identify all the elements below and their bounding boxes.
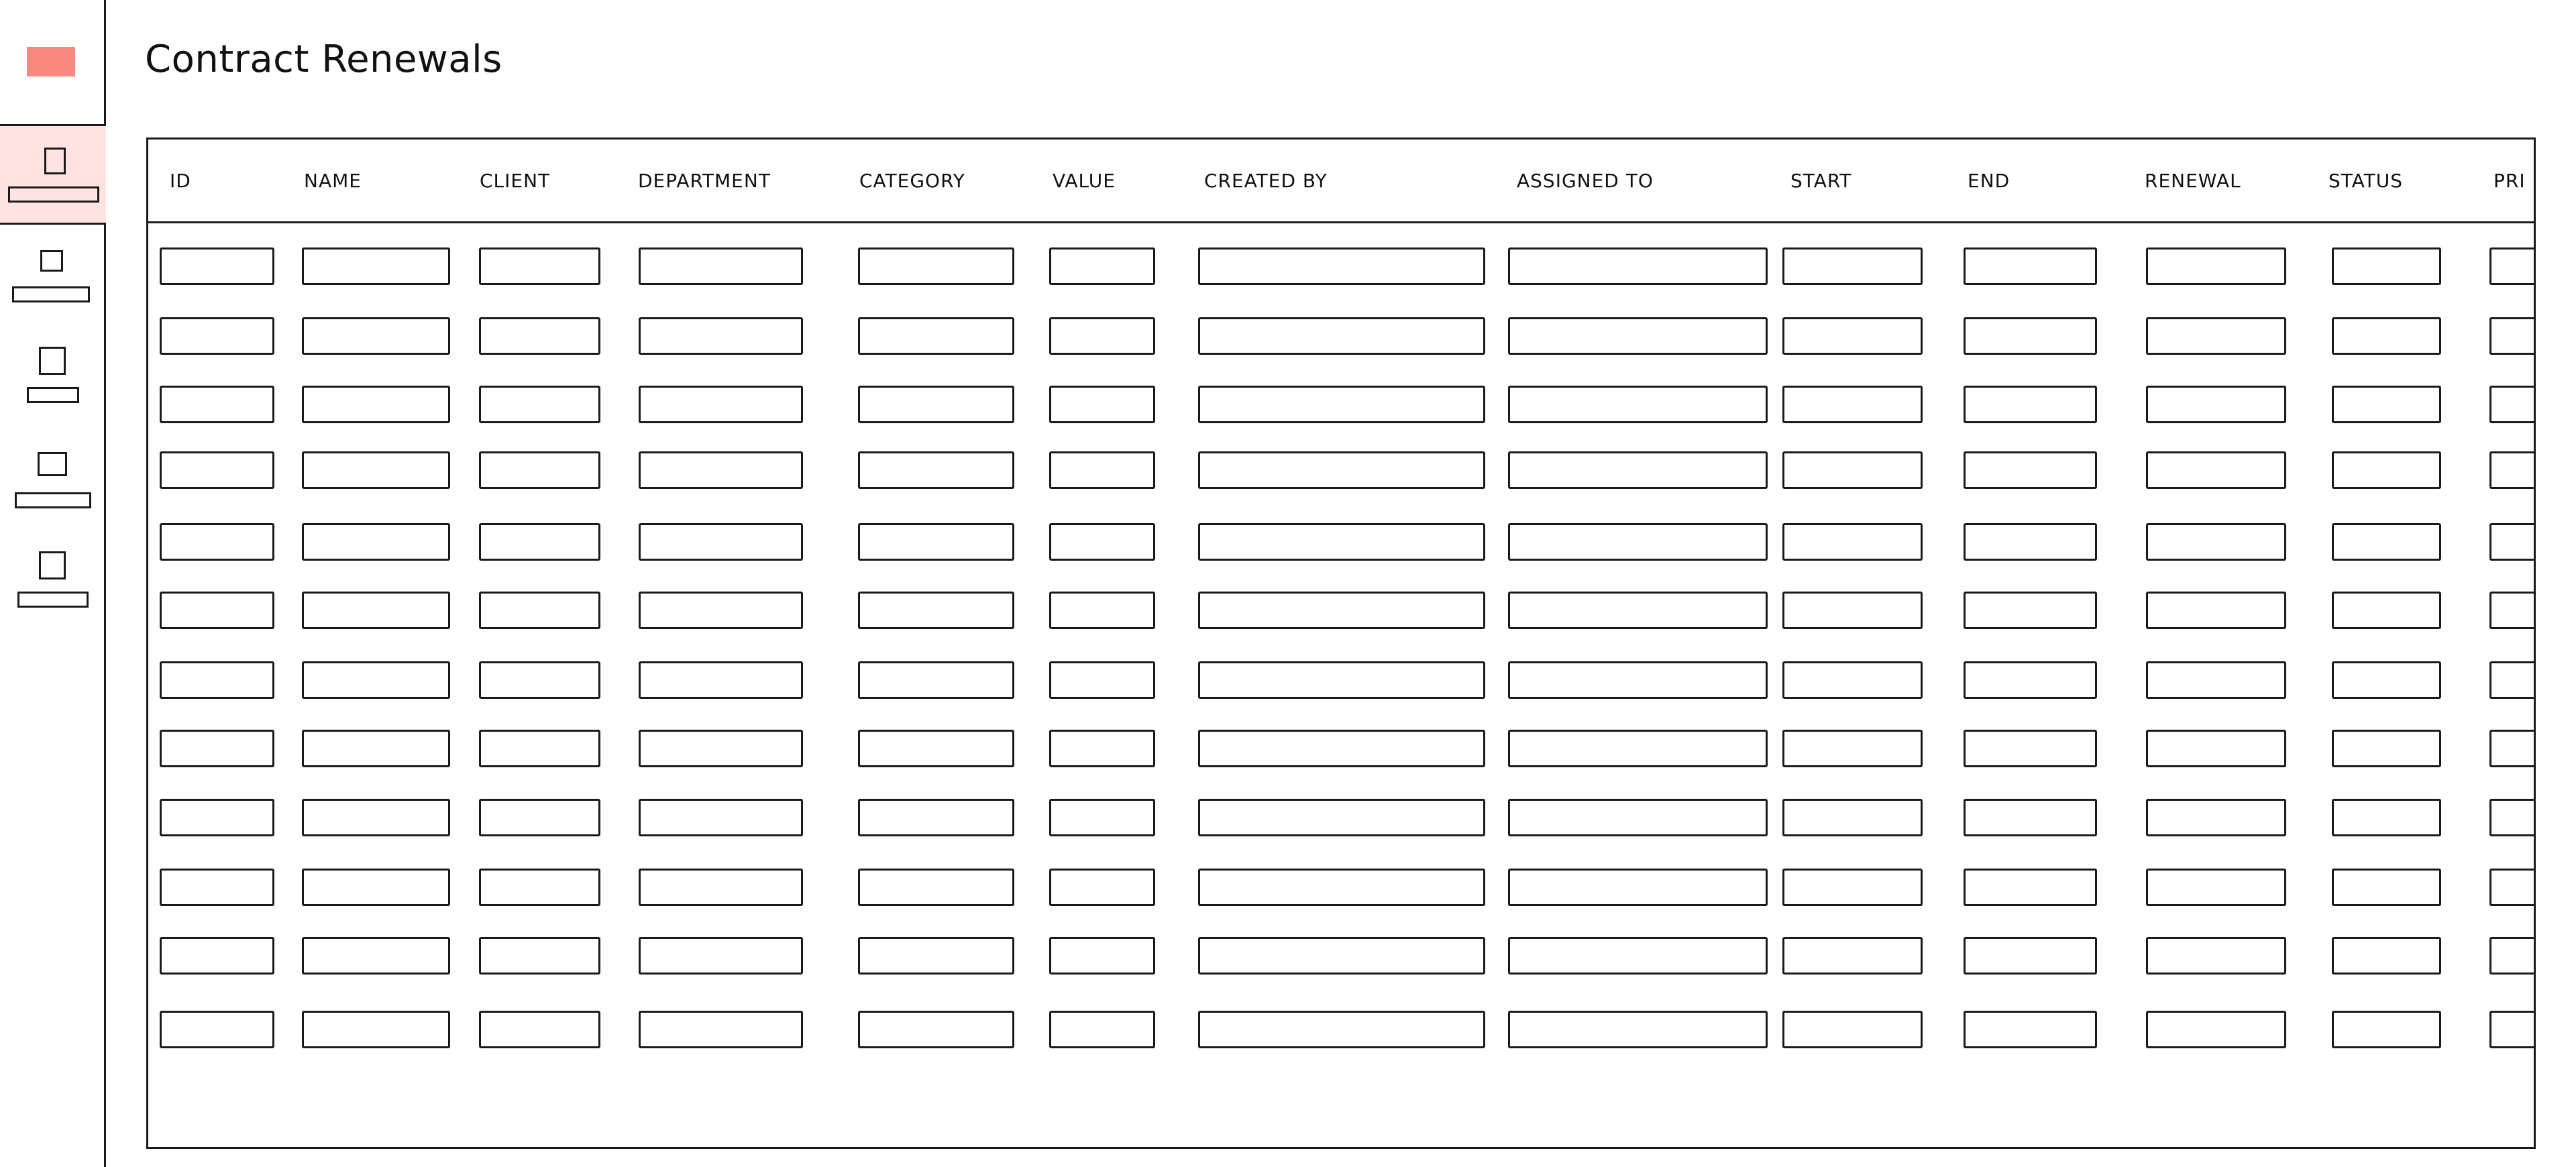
table-cell-input[interactable] [2146, 799, 2286, 836]
sidebar-item-label-bar [8, 186, 99, 203]
table-cell-input[interactable] [2332, 1011, 2441, 1048]
table-cell-input[interactable] [1964, 799, 2097, 836]
table-row [148, 317, 2534, 355]
table-cell-input[interactable] [639, 317, 803, 355]
table-cell-input[interactable] [858, 869, 1014, 906]
table-cell-input[interactable] [639, 1011, 803, 1048]
table-cell-input[interactable] [639, 523, 803, 561]
table-cell-input[interactable] [858, 937, 1014, 975]
table-cell-input[interactable] [2489, 730, 2536, 767]
table-cell-input[interactable] [639, 386, 803, 423]
table-row [148, 386, 2534, 423]
table-cell-input[interactable] [1964, 523, 2097, 561]
sidebar-item-2[interactable] [0, 245, 106, 345]
table-cell-input[interactable] [858, 730, 1014, 767]
table-cell-input[interactable] [2332, 592, 2441, 629]
table-cell-input[interactable] [858, 247, 1014, 285]
column-header-client[interactable]: CLIENT [480, 170, 551, 192]
table-row [148, 247, 2534, 285]
table-cell-input[interactable] [2146, 869, 2286, 906]
table-cell-input[interactable] [2489, 869, 2536, 906]
table-cell-input[interactable] [1198, 730, 1485, 767]
table-cell-input[interactable] [2146, 730, 2286, 767]
table-cell-input[interactable] [1049, 386, 1155, 423]
table-cell-input[interactable] [302, 1011, 450, 1048]
table-cell-input[interactable] [302, 247, 450, 285]
table-row [148, 937, 2534, 975]
table-row [148, 661, 2534, 699]
table-row [148, 592, 2534, 629]
table-cell-input[interactable] [160, 247, 274, 285]
square-icon [39, 347, 66, 375]
table-cell-input[interactable] [858, 799, 1014, 836]
table-cell-input[interactable] [160, 317, 274, 355]
table-cell-input[interactable] [1964, 1011, 2097, 1048]
table-cell-input[interactable] [1198, 799, 1485, 836]
table-cell-input[interactable] [639, 869, 803, 906]
table-cell-input[interactable] [1782, 247, 1923, 285]
table-cell-input[interactable] [1508, 869, 1768, 906]
table-cell-input[interactable] [2489, 937, 2536, 975]
table-cell-input[interactable] [1964, 661, 2097, 699]
table-cell-input[interactable] [1198, 451, 1485, 489]
table-cell-input[interactable] [1198, 661, 1485, 699]
table-cell-input[interactable] [2146, 661, 2286, 699]
column-header-renewal[interactable]: RENEWAL [2145, 170, 2241, 192]
sidebar-item-3[interactable] [0, 345, 106, 446]
table-cell-input[interactable] [160, 661, 274, 699]
table-cell-input[interactable] [479, 661, 600, 699]
table-row [148, 869, 2534, 906]
table-cell-input[interactable] [1049, 317, 1155, 355]
table-cell-input[interactable] [858, 317, 1014, 355]
table-cell-input[interactable] [2146, 1011, 2286, 1048]
table-cell-input[interactable] [1508, 799, 1768, 836]
table-cell-input[interactable] [1782, 317, 1923, 355]
table-cell-input[interactable] [1508, 317, 1768, 355]
table-cell-input[interactable] [2489, 523, 2536, 561]
table-cell-input[interactable] [2332, 730, 2441, 767]
table-cell-input[interactable] [1049, 523, 1155, 561]
table-cell-input[interactable] [1049, 799, 1155, 836]
column-header-priority[interactable]: PRI [2493, 170, 2526, 192]
table-cell-input[interactable] [639, 730, 803, 767]
table-cell-input[interactable] [160, 386, 274, 423]
table-cell-input[interactable] [1049, 451, 1155, 489]
table-cell-input[interactable] [1508, 592, 1768, 629]
table-cell-input[interactable] [1508, 1011, 1768, 1048]
table-cell-input[interactable] [1198, 937, 1485, 975]
table-cell-input[interactable] [2332, 869, 2441, 906]
sidebar-item-label-bar [12, 286, 90, 302]
sidebar-item-label-bar [15, 492, 91, 508]
table-cell-input[interactable] [2489, 661, 2536, 699]
table-cell-input[interactable] [302, 730, 450, 767]
table-cell-input[interactable] [1782, 730, 1923, 767]
table-cell-input[interactable] [2489, 247, 2536, 285]
square-icon [39, 551, 66, 579]
table-cell-input[interactable] [160, 937, 274, 975]
table-cell-input[interactable] [2489, 386, 2536, 423]
table-cell-input[interactable] [1198, 317, 1485, 355]
table-cell-input[interactable] [2332, 661, 2441, 699]
table-cell-input[interactable] [2146, 317, 2286, 355]
column-header-name[interactable]: NAME [304, 170, 362, 192]
table-cell-input[interactable] [1782, 592, 1923, 629]
table-cell-input[interactable] [1782, 661, 1923, 699]
square-icon [44, 148, 66, 174]
table-cell-input[interactable] [1964, 247, 2097, 285]
table-cell-input[interactable] [2332, 451, 2441, 489]
table-cell-input[interactable] [2146, 386, 2286, 423]
table-cell-input[interactable] [858, 592, 1014, 629]
table-cell-input[interactable] [302, 799, 450, 836]
table-cell-input[interactable] [858, 451, 1014, 489]
table-cell-input[interactable] [1049, 937, 1155, 975]
table-cell-input[interactable] [2332, 317, 2441, 355]
table-cell-input[interactable] [479, 730, 600, 767]
table-cell-input[interactable] [858, 661, 1014, 699]
page-title: Contract Renewals [145, 38, 502, 81]
table-cell-input[interactable] [1782, 799, 1923, 836]
table-cell-input[interactable] [1782, 451, 1923, 489]
table-cell-input[interactable] [302, 937, 450, 975]
table-cell-input[interactable] [1508, 661, 1768, 699]
table-cell-input[interactable] [302, 661, 450, 699]
table-row [148, 730, 2534, 767]
table-cell-input[interactable] [639, 661, 803, 699]
table-cell-input[interactable] [1782, 869, 1923, 906]
table-cell-input[interactable] [1964, 937, 2097, 975]
column-header-id[interactable]: ID [170, 170, 191, 192]
table-cell-input[interactable] [1049, 869, 1155, 906]
table-cell-input[interactable] [479, 869, 600, 906]
table-cell-input[interactable] [302, 317, 450, 355]
square-icon [40, 250, 63, 272]
table-cell-input[interactable] [1049, 1011, 1155, 1048]
table-row [148, 799, 2534, 836]
table-cell-input[interactable] [479, 1011, 600, 1048]
column-header-created-by[interactable]: CREATED BY [1204, 170, 1328, 192]
table-row [148, 1011, 2534, 1048]
table-cell-input[interactable] [302, 869, 450, 906]
table-cell-input[interactable] [2489, 1011, 2536, 1048]
table-cell-input[interactable] [639, 451, 803, 489]
table-cell-input[interactable] [160, 451, 274, 489]
table-cell-input[interactable] [479, 317, 600, 355]
sidebar-item-4[interactable] [0, 449, 106, 550]
table-cell-input[interactable] [2146, 937, 2286, 975]
table-row [148, 523, 2534, 561]
table-cell-input[interactable] [160, 869, 274, 906]
table-cell-input[interactable] [479, 247, 600, 285]
column-header-department[interactable]: DEPARTMENT [638, 170, 771, 192]
table-cell-input[interactable] [639, 247, 803, 285]
table-cell-input[interactable] [1508, 937, 1768, 975]
table-cell-input[interactable] [302, 592, 450, 629]
table-cell-input[interactable] [2332, 523, 2441, 561]
table-cell-input[interactable] [1198, 247, 1485, 285]
table-cell-input[interactable] [1049, 730, 1155, 767]
sidebar-item-label-bar [17, 592, 89, 608]
table-cell-input[interactable] [1782, 386, 1923, 423]
table-cell-input[interactable] [2489, 592, 2536, 629]
table-cell-input[interactable] [1508, 247, 1768, 285]
table-cell-input[interactable] [1508, 386, 1768, 423]
column-header-end[interactable]: END [1968, 170, 2010, 192]
column-header-assigned-to[interactable]: ASSIGNED TO [1517, 170, 1654, 192]
table-cell-input[interactable] [1782, 1011, 1923, 1048]
table-cell-input[interactable] [1198, 1011, 1485, 1048]
sidebar-item-label-bar [27, 387, 79, 403]
table-cell-input[interactable] [858, 1011, 1014, 1048]
table-cell-input[interactable] [2146, 592, 2286, 629]
table-cell-input[interactable] [2146, 451, 2286, 489]
table-cell-input[interactable] [2146, 523, 2286, 561]
table-cell-input[interactable] [302, 386, 450, 423]
table-cell-input[interactable] [639, 937, 803, 975]
column-header-value[interactable]: VALUE [1053, 170, 1116, 192]
sidebar-item-1[interactable] [0, 124, 106, 225]
table-cell-input[interactable] [2146, 247, 2286, 285]
table-cell-input[interactable] [1198, 386, 1485, 423]
table-cell-input[interactable] [1049, 661, 1155, 699]
table-cell-input[interactable] [1198, 592, 1485, 629]
table-cell-input[interactable] [160, 799, 274, 836]
table-cell-input[interactable] [2489, 799, 2536, 836]
table-cell-input[interactable] [639, 592, 803, 629]
table-cell-input[interactable] [160, 592, 274, 629]
table-cell-input[interactable] [858, 386, 1014, 423]
table-cell-input[interactable] [479, 799, 600, 836]
table-cell-input[interactable] [1964, 386, 2097, 423]
table-cell-input[interactable] [2332, 386, 2441, 423]
table-cell-input[interactable] [302, 451, 450, 489]
column-header-category[interactable]: CATEGORY [859, 170, 965, 192]
table-cell-input[interactable] [858, 523, 1014, 561]
square-icon [38, 452, 67, 476]
table-cell-input[interactable] [1782, 937, 1923, 975]
table-cell-input[interactable] [2489, 451, 2536, 489]
column-header-status[interactable]: STATUS [2328, 170, 2404, 192]
table-cell-input[interactable] [2332, 799, 2441, 836]
sidebar-item-5[interactable] [0, 550, 106, 651]
table-cell-input[interactable] [1508, 451, 1768, 489]
table-cell-input[interactable] [639, 799, 803, 836]
table-cell-input[interactable] [1782, 523, 1923, 561]
table-cell-input[interactable] [1964, 317, 2097, 355]
table-cell-input[interactable] [160, 1011, 274, 1048]
sidebar [0, 0, 106, 1167]
logo-block[interactable] [27, 47, 75, 76]
table-cell-input[interactable] [1508, 523, 1768, 561]
table-cell-input[interactable] [1964, 869, 2097, 906]
table-cell-input[interactable] [1964, 451, 2097, 489]
table-header [148, 140, 2534, 223]
table-cell-input[interactable] [160, 730, 274, 767]
column-header-start[interactable]: START [1790, 170, 1852, 192]
table-cell-input[interactable] [2332, 937, 2441, 975]
table-cell-input[interactable] [1049, 247, 1155, 285]
table-row [148, 451, 2534, 489]
table-cell-input[interactable] [1508, 730, 1768, 767]
table-cell-input[interactable] [2332, 247, 2441, 285]
table-cell-input[interactable] [302, 523, 450, 561]
table-cell-input[interactable] [1198, 523, 1485, 561]
table-cell-input[interactable] [160, 523, 274, 561]
table-cell-input[interactable] [479, 937, 600, 975]
table-cell-input[interactable] [479, 386, 600, 423]
table-cell-input[interactable] [1049, 592, 1155, 629]
table-cell-input[interactable] [1964, 592, 2097, 629]
table-cell-input[interactable] [1198, 869, 1485, 906]
table-cell-input[interactable] [479, 523, 600, 561]
contracts-table [146, 137, 2536, 1149]
table-cell-input[interactable] [479, 592, 600, 629]
table-cell-input[interactable] [479, 451, 600, 489]
table-cell-input[interactable] [1964, 730, 2097, 767]
table-cell-input[interactable] [2489, 317, 2536, 355]
